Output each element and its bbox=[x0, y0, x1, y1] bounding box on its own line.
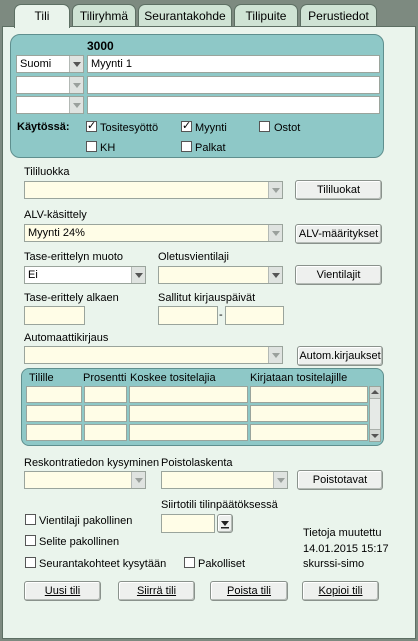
grid-cell[interactable] bbox=[84, 424, 127, 441]
chevron-down-icon bbox=[268, 267, 282, 283]
selite-pakollinen-label: Selite pakollinen bbox=[39, 536, 120, 548]
sallitut-label: Sallitut kirjauspäivät bbox=[158, 292, 256, 304]
grid-cell[interactable] bbox=[250, 405, 368, 422]
reskontra-label: Reskontratiedon kysyminen bbox=[24, 457, 160, 469]
grid-cell[interactable] bbox=[129, 386, 248, 403]
tab-perustiedot[interactable]: Perustiedot bbox=[300, 4, 377, 27]
poistotavat-button[interactable]: Poistotavat bbox=[297, 470, 383, 490]
chevron-down-icon bbox=[69, 97, 83, 113]
grid-header-prosentti: Prosentti bbox=[83, 372, 127, 384]
scroll-up-icon[interactable] bbox=[370, 387, 380, 399]
sallitut-separator: - bbox=[219, 309, 223, 321]
alv-label: ALV-käsittely bbox=[24, 209, 87, 221]
alv-select[interactable] bbox=[24, 224, 283, 242]
tab-tiliryhma[interactable]: Tiliryhmä bbox=[72, 4, 136, 27]
move-account-button[interactable]: Siirrä tili bbox=[118, 581, 195, 601]
account-name-1[interactable]: Myynti 1 bbox=[87, 55, 380, 73]
tab-tilipuite[interactable]: Tilipuite bbox=[234, 4, 298, 27]
language-select-2[interactable] bbox=[16, 76, 84, 94]
account-number: 3000 bbox=[87, 39, 114, 53]
myynti-label: Myynti bbox=[195, 122, 227, 134]
siirto-dropdown-button[interactable] bbox=[217, 514, 233, 533]
grid-header-kirjataan: Kirjataan tositelajille bbox=[250, 372, 348, 384]
new-account-button[interactable]: Uusi tili bbox=[24, 581, 101, 601]
kh-label: KH bbox=[100, 142, 116, 154]
ostot-label: Ostot bbox=[274, 122, 301, 134]
tase-select[interactable] bbox=[24, 266, 146, 284]
tositesyotto-label: Tositesyöttö bbox=[100, 122, 159, 134]
grid-scrollbar[interactable] bbox=[369, 386, 381, 442]
account-name-3[interactable] bbox=[87, 96, 380, 114]
tililuokka-select[interactable] bbox=[24, 181, 283, 199]
sallitut-from-input[interactable] bbox=[158, 306, 218, 325]
modified-date: 14.01.2015 15:17 bbox=[303, 543, 389, 555]
chevron-down-icon bbox=[268, 347, 282, 363]
tase-value: Ei bbox=[28, 269, 38, 281]
tab-tili[interactable]: Tili bbox=[14, 4, 70, 28]
delete-account-button[interactable]: Poista tili bbox=[210, 581, 288, 601]
grid-cell[interactable] bbox=[26, 405, 82, 422]
ostot-checkbox[interactable] bbox=[259, 121, 270, 132]
chevron-down-icon bbox=[131, 267, 145, 283]
language-select-3[interactable] bbox=[16, 96, 84, 114]
language-value-1: Suomi bbox=[20, 58, 52, 70]
scroll-down-icon[interactable] bbox=[370, 429, 380, 441]
chevron-down-icon bbox=[69, 56, 83, 72]
pakolliset-label: Pakolliset bbox=[198, 558, 246, 570]
chevron-down-icon bbox=[268, 182, 282, 198]
grid-cell[interactable] bbox=[129, 424, 248, 441]
pakolliset-checkbox[interactable] bbox=[184, 557, 195, 568]
language-select-1[interactable] bbox=[16, 55, 84, 73]
selite-pakollinen-checkbox[interactable] bbox=[25, 535, 36, 546]
seurantakohteet-checkbox[interactable] bbox=[25, 557, 36, 568]
palkat-checkbox[interactable] bbox=[181, 141, 192, 152]
tililuokat-button[interactable]: Tililuokat bbox=[295, 180, 382, 200]
poisto-select[interactable] bbox=[161, 471, 288, 489]
vientilajit-button[interactable]: Vientilajit bbox=[295, 265, 382, 285]
tase-label: Tase-erittelyn muoto bbox=[24, 251, 124, 263]
account-panel bbox=[2, 26, 416, 639]
copy-account-button[interactable]: Kopioi tili bbox=[302, 581, 379, 601]
arrow-down-bar-icon bbox=[218, 515, 232, 532]
automaatti-select[interactable] bbox=[24, 346, 283, 364]
grid-cell[interactable] bbox=[250, 424, 368, 441]
grid-cell[interactable] bbox=[129, 405, 248, 422]
account-name-2[interactable] bbox=[87, 76, 380, 94]
automaatti-label: Automaattikirjaus bbox=[24, 332, 109, 344]
tositesyotto-checkbox[interactable] bbox=[86, 121, 97, 132]
autom-kirjaukset-button[interactable]: Autom.kirjaukset bbox=[297, 346, 383, 366]
grid-cell[interactable] bbox=[26, 386, 82, 403]
alv-maaritykset-button[interactable]: ALV-määritykset bbox=[295, 224, 382, 244]
oletus-select[interactable] bbox=[158, 266, 283, 284]
modified-user: skurssi-simo bbox=[303, 558, 365, 570]
modified-title: Tietoja muutettu bbox=[303, 527, 382, 539]
tase-alkaen-label: Tase-erittely alkaen bbox=[24, 292, 119, 304]
palkat-label: Palkat bbox=[195, 142, 226, 154]
chevron-down-icon bbox=[69, 77, 83, 93]
siirto-label: Siirtotili tilinpäätöksessä bbox=[161, 499, 278, 511]
siirto-input[interactable] bbox=[161, 514, 215, 533]
alv-value: Myynti 24% bbox=[28, 227, 85, 239]
chevron-down-icon bbox=[131, 472, 145, 488]
poisto-label: Poistolaskenta bbox=[161, 457, 233, 469]
vientilaji-pakollinen-checkbox[interactable] bbox=[25, 514, 36, 525]
grid-cell[interactable] bbox=[250, 386, 368, 403]
chevron-down-icon bbox=[268, 225, 282, 241]
tase-alkaen-input[interactable] bbox=[24, 306, 85, 325]
grid-header-koskee: Koskee tositelajia bbox=[130, 372, 216, 384]
reskontra-select[interactable] bbox=[24, 471, 146, 489]
seurantakohteet-label: Seurantakohteet kysytään bbox=[39, 558, 167, 570]
usage-label: Käytössä: bbox=[17, 121, 70, 133]
tililuokka-label: Tililuokka bbox=[24, 166, 70, 178]
sallitut-to-input[interactable] bbox=[225, 306, 284, 325]
tab-seurantakohde[interactable]: Seurantakohde bbox=[138, 4, 232, 27]
oletus-label: Oletusvientilaji bbox=[158, 251, 229, 263]
vientilaji-pakollinen-label: Vientilaji pakollinen bbox=[39, 515, 133, 527]
chevron-down-icon bbox=[273, 472, 287, 488]
grid-cell[interactable] bbox=[26, 424, 82, 441]
grid-cell[interactable] bbox=[84, 405, 127, 422]
grid-cell[interactable] bbox=[84, 386, 127, 403]
myynti-checkbox[interactable] bbox=[181, 121, 192, 132]
grid-header-tilille: Tilille bbox=[29, 372, 54, 384]
kh-checkbox[interactable] bbox=[86, 141, 97, 152]
